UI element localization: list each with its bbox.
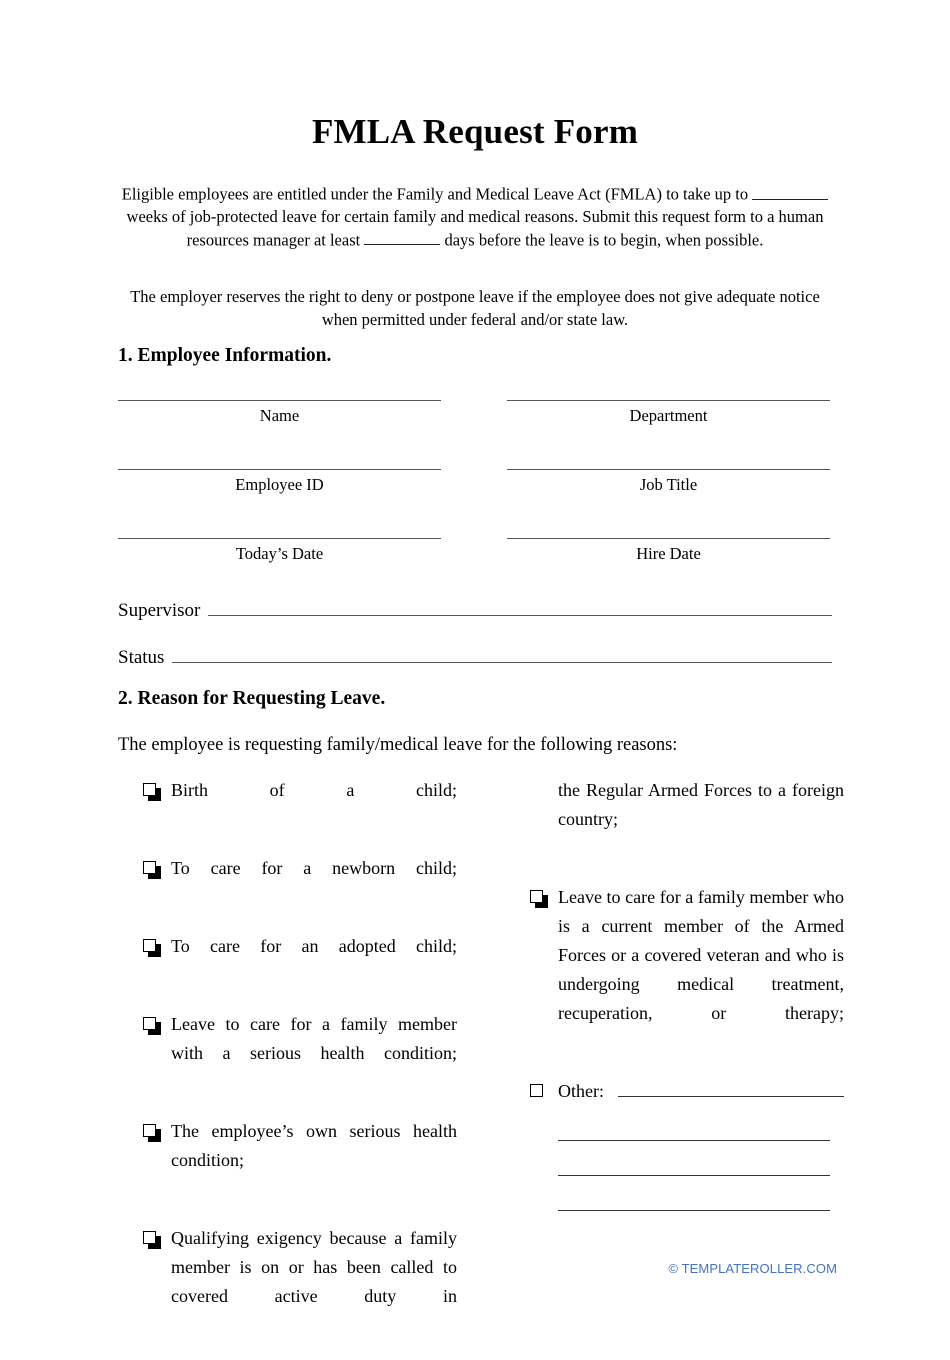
checkbox-icon[interactable] xyxy=(143,861,156,874)
intro-text-part-1: Eligible employees are entitled under the Family and Medical Leave Act (FMLA) to take up to xyxy=(121,184,749,204)
reason-label: Qualifying exigency because a family member is on or has been called to covered active duty in xyxy=(171,1228,457,1306)
status-input[interactable] xyxy=(172,645,832,663)
reason-label: Birth of a child; xyxy=(171,780,457,800)
other-reason-row[interactable] xyxy=(530,1077,844,1106)
field-label: Name xyxy=(259,406,300,425)
reason-label: To care for a newborn child; xyxy=(171,858,457,878)
reason-checkbox-item[interactable] xyxy=(143,932,457,990)
status-label: Status xyxy=(118,647,165,669)
checkbox-icon[interactable] xyxy=(530,890,543,903)
other-input-line-1[interactable] xyxy=(618,1081,844,1097)
field-department xyxy=(507,400,830,426)
supervisor-field-row xyxy=(118,598,832,628)
other-input-line-3[interactable] xyxy=(558,1175,830,1176)
checkbox-icon[interactable] xyxy=(143,1017,156,1030)
checkbox-icon[interactable] xyxy=(143,939,156,952)
days-blank-field[interactable] xyxy=(364,229,440,246)
weeks-blank-field[interactable] xyxy=(752,183,828,200)
footer-watermark: © TEMPLATEROLLER.COM xyxy=(668,1261,837,1276)
field-row xyxy=(118,538,832,607)
field-hire-date xyxy=(507,538,830,564)
checkbox-icon[interactable] xyxy=(143,1231,156,1244)
reason-checkbox-item[interactable] xyxy=(530,883,844,1057)
intro-text-part-3: days before the leave is to begin, when possible. xyxy=(444,230,764,250)
field-label: Department xyxy=(629,406,708,425)
field-job-title xyxy=(507,469,830,495)
field-row xyxy=(118,400,832,469)
reason-checkbox-item[interactable] xyxy=(143,1010,457,1097)
supervisor-input[interactable] xyxy=(208,598,832,616)
reason-label: the Regular Armed Forces to a foreign country; xyxy=(558,780,844,829)
other-label: Other: xyxy=(558,1081,604,1101)
field-employee-id xyxy=(118,469,441,495)
section-1-heading: 1. Employee Information. xyxy=(118,345,332,366)
section-2-intro: The employee is requesting family/medical leave for the following reasons: xyxy=(118,735,678,755)
reason-label: Leave to care for a family member with a serious health condition; xyxy=(171,1014,457,1063)
other-input-line-4[interactable] xyxy=(558,1210,830,1211)
field-label: Employee ID xyxy=(235,475,324,494)
reason-continuation-text xyxy=(530,776,844,863)
field-row xyxy=(118,469,832,538)
supervisor-label: Supervisor xyxy=(118,600,201,622)
section-2-heading: 2. Reason for Requesting Leave. xyxy=(118,688,386,709)
employee-information-fields xyxy=(118,400,832,607)
checkbox-icon[interactable] xyxy=(143,783,156,796)
field-label: Today’s Date xyxy=(235,544,324,563)
reason-checkbox-item[interactable] xyxy=(143,1224,457,1340)
other-input-line-2[interactable] xyxy=(558,1140,830,1141)
reason-checkbox-item[interactable] xyxy=(143,776,457,834)
intro-text-part-2: weeks of job-protected leave for certain family and medical reasons. Submit this request form to a human resources manager at least xyxy=(126,207,824,250)
reason-checkbox-item[interactable] xyxy=(143,854,457,912)
checkbox-icon[interactable] xyxy=(143,1124,156,1137)
reason-column-right xyxy=(530,776,844,1211)
reason-label: To care for an adopted child; xyxy=(171,936,457,956)
intro-paragraph-1 xyxy=(118,183,832,252)
field-name xyxy=(118,400,441,426)
field-label: Job Title xyxy=(639,475,698,494)
intro-paragraph-2: The employer reserves the right to deny or postpone leave if the employee does not give adequate notice when permitted under federal and/or state law. xyxy=(130,287,820,329)
page-title: FMLA Request Form xyxy=(311,112,639,151)
reason-column-left xyxy=(143,776,457,1360)
field-todays-date xyxy=(118,538,441,564)
status-field-row xyxy=(118,645,832,675)
checkbox-icon[interactable] xyxy=(530,1084,543,1097)
field-label: Hire Date xyxy=(636,544,701,563)
reason-checkbox-item[interactable] xyxy=(143,1117,457,1204)
reason-label: The employee’s own serious health condition; xyxy=(171,1121,457,1170)
reason-label: Leave to care for a family member who is a current member of the Armed Forces or a covered veteran and who is undergoing medical treatment, recuperation, or therapy; xyxy=(558,887,844,1023)
